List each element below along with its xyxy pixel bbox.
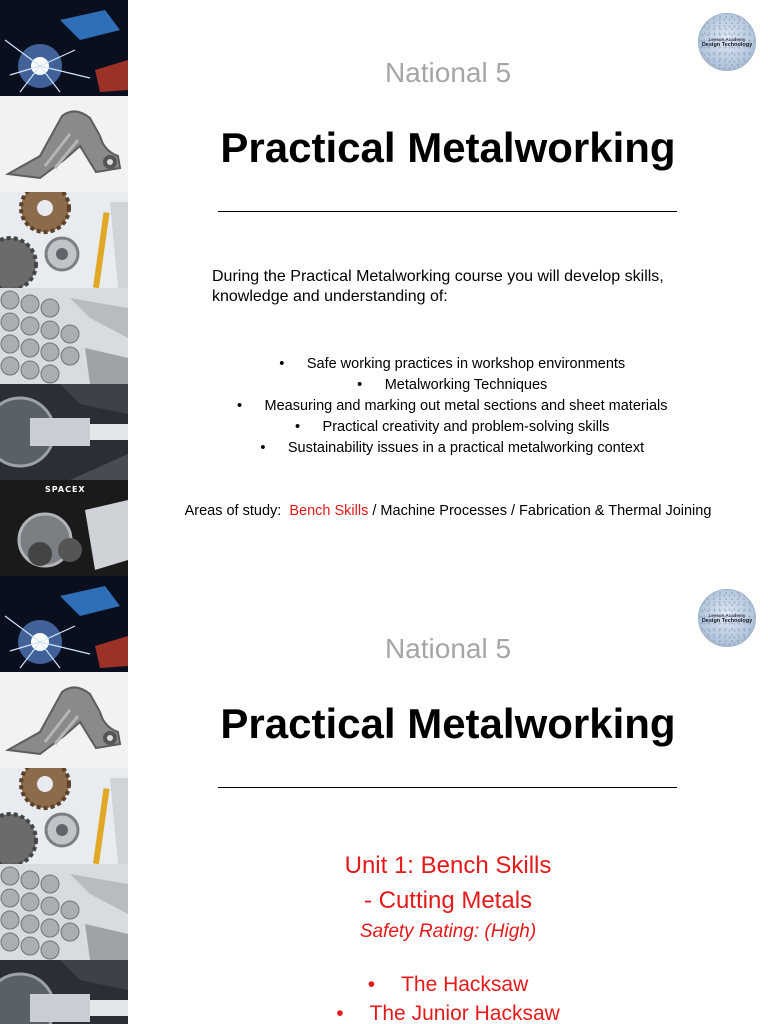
title-divider <box>218 211 677 212</box>
gears-bearing-image <box>0 192 128 288</box>
list-item: • The Junior Hacksaw <box>336 1002 560 1024</box>
list-item: • Safe working practices in workshop environments <box>279 356 626 372</box>
metal-bracket-image <box>0 96 128 192</box>
welding-sparks-image <box>0 0 128 96</box>
tools-list <box>128 970 768 1024</box>
page-title: Practical Metalworking <box>220 700 676 747</box>
skills-list <box>150 354 746 459</box>
title-divider <box>218 787 677 788</box>
course-level: National 5 <box>384 633 512 664</box>
course-level: National 5 <box>384 57 512 88</box>
image-strip <box>0 576 128 1024</box>
safety-rating: Safety Rating: (High) <box>359 921 537 942</box>
areas-highlight: Bench Skills <box>289 503 369 519</box>
logo-line-2: Design Technology <box>701 41 753 48</box>
page-title: Practical Metalworking <box>220 124 676 171</box>
gears-bearing-image <box>0 768 128 864</box>
spacex-engine-image <box>0 480 128 576</box>
slide-2 <box>0 576 768 1024</box>
metal-bracket-image <box>0 672 128 768</box>
areas-prefix: Areas of study: <box>184 503 282 519</box>
areas-rest: / Machine Processes / Fabrication & Thermal Joining <box>372 503 712 519</box>
areas-of-study <box>128 503 768 519</box>
list-item: • Sustainability issues in a practical metalworking context <box>260 440 645 456</box>
svg-text:SPACEX: SPACEX <box>45 485 86 494</box>
list-item: • Metalworking Techniques <box>357 377 548 393</box>
steel-bars-image <box>0 864 128 960</box>
welding-sparks-image <box>0 576 128 672</box>
image-strip <box>0 0 128 576</box>
list-item: • Measuring and marking out metal sections and sheet materials <box>236 398 668 414</box>
logo-line-1: Leeson Academy <box>708 36 746 42</box>
intro-text: During the Practical Metalworking course you will develop skills, knowledge and understanding of: <box>212 268 664 305</box>
steel-bars-image <box>0 288 128 384</box>
list-item: • The Hacksaw <box>367 973 529 996</box>
logo-line-2: Design Technology <box>701 617 753 624</box>
lathe-chuck-image <box>0 384 128 480</box>
logo-line-1: Leeson Academy <box>708 612 746 618</box>
unit-subtitle: - Cutting Metals <box>363 887 533 914</box>
unit-title: Unit 1: Bench Skills <box>344 852 552 879</box>
list-item: • Practical creativity and problem-solving skills <box>295 419 610 435</box>
lathe-chuck-image <box>0 960 128 1024</box>
